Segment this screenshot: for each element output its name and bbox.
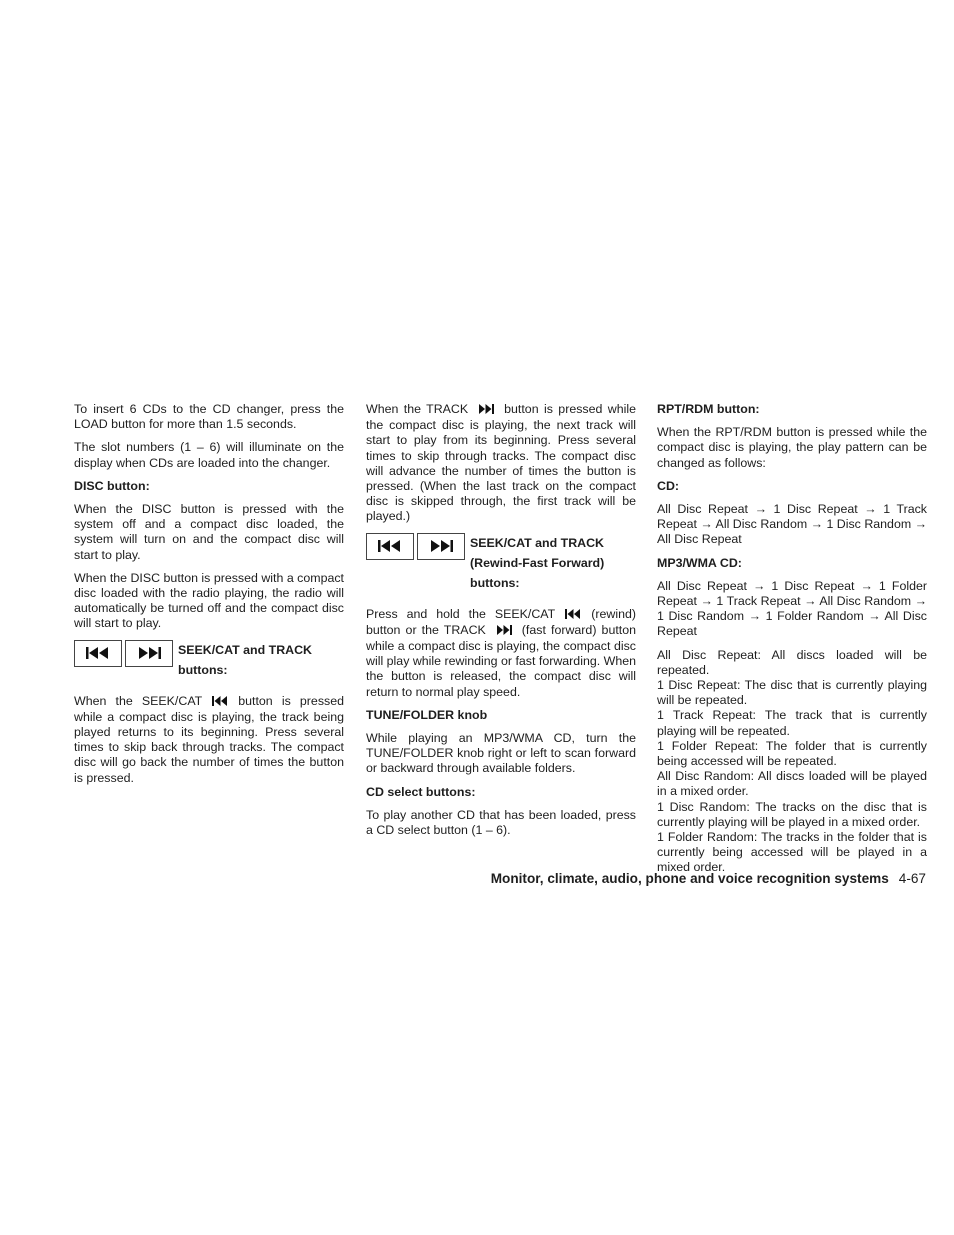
section-title: Monitor, climate, audio, phone and voice recognition systems: [490, 871, 889, 886]
definition-all-disc-random: All Disc Random: All discs loaded will be played in a mixed order.: [657, 769, 927, 799]
seek-back-button-illustration: [74, 640, 122, 667]
skip-forward-icon: [478, 404, 494, 414]
column-2: [366, 402, 636, 846]
skip-forward-icon: [136, 647, 162, 659]
paragraph-rpt-rdm: When the RPT/RDM button is pressed while the compact disc is playing, the play pattern can be changed as follows:: [657, 425, 927, 470]
heading-rpt-rdm: RPT/RDM button:: [657, 402, 760, 416]
paragraph-cd-select: To play another CD that has been loaded, press a CD select button (1 – 6).: [366, 807, 636, 838]
page-number: 4-67: [898, 871, 926, 886]
paragraph-disc-system-off: When the DISC button is pressed with the system off and a compact disc loaded, the system will turn on and the compact disc will start to play.: [74, 502, 344, 562]
rewind-button-illustration: [366, 533, 414, 560]
fast-forward-button-illustration: [417, 533, 465, 560]
definition-1-folder-repeat: 1 Folder Repeat: The folder that is currently being accessed will be repeated.: [657, 738, 927, 769]
paragraph-track-button: When the TRACK button is pressed while the compact disc is playing, the next track will start to play from its beginning. Press several times to skip through tracks. The compact disc will advance the number of times the button is pressed. (When the last track on the compact disc is skipped through, the first track will be played.): [366, 402, 637, 524]
definition-1-disc-random: 1 Disc Random: The tracks on the disc that is currently playing will be played in a mixed order.: [657, 799, 927, 829]
definition-1-disc-repeat: 1 Disc Repeat: The disc that is currently playing will be repeated.: [657, 678, 927, 708]
seek-track-buttons-heading: SEEK/CAT and TRACK buttons:: [178, 642, 313, 677]
skip-forward-icon: [428, 540, 454, 552]
paragraph-insert-cds: To insert 6 CDs to the CD changer, press the LOAD button for more than 1.5 seconds.: [74, 402, 344, 432]
paragraph-seek-cat: When the SEEK/CAT button is pressed while a compact disc is playing, the track being played returns to its beginning. Press several times to skip back through tracks. The compact disc will go back the number of times the button is pressed.: [74, 693, 344, 785]
paragraph-slot-numbers: The slot numbers (1 – 6) will illuminate on the display when CDs are loaded into the changer.: [74, 440, 344, 470]
rewind-ff-button-figure: [366, 533, 636, 593]
skip-back-icon: [85, 647, 111, 659]
rewind-ff-buttons-heading: SEEK/CAT and TRACK (Rewind-Fast Forward) buttons:: [470, 535, 605, 590]
definition-1-folder-random: 1 Folder Random: The tracks in the folder that is currently being accessed will be played in a mixed order.: [657, 830, 927, 875]
page-footer: [491, 871, 926, 886]
skip-back-icon: [377, 540, 403, 552]
heading-tune-folder: TUNE/FOLDER knob: [366, 707, 488, 722]
heading-disc-button: DISC button:: [74, 478, 150, 493]
paragraph-cd-pattern: All Disc Repeat → 1 Disc Repeat → 1 Track Repeat → All Disc Random → 1 Disc Random → All Disc Repeat: [657, 502, 927, 547]
track-forward-button-illustration: [125, 640, 173, 667]
column-3: [657, 402, 927, 876]
heading-cd-select: CD select buttons:: [366, 784, 476, 799]
skip-back-icon: [212, 696, 228, 706]
seek-track-button-figure: [74, 640, 344, 680]
heading-cd-pattern: CD:: [657, 478, 680, 493]
heading-mp3-pattern: MP3/WMA CD:: [657, 555, 742, 570]
definition-1-track-repeat: 1 Track Repeat: The track that is currently playing will be repeated.: [657, 708, 927, 738]
column-1: [74, 402, 344, 794]
definition-all-disc-repeat: All Disc Repeat: All discs loaded will be repeated.: [657, 647, 927, 677]
paragraph-rewind-ff: Press and hold the SEEK/CAT (rewind) button or the TRACK (fast forward) button while a compact disc is playing, the compact disc will play while rewinding or fast forwarding. When the button is released, the compact disc will return to normal play speed.: [366, 606, 637, 699]
paragraph-tune-folder: While playing an MP3/WMA CD, turn the TUNE/FOLDER knob right or left to scan forward or backward through available folders.: [366, 731, 636, 776]
skip-back-icon: [565, 609, 581, 619]
paragraph-mp3-pattern: All Disc Repeat → 1 Disc Repeat → 1 Folder Repeat → 1 Track Repeat → All Disc Random → 1 Disc Random → 1 Folder Random → All Disc Repeat: [657, 578, 927, 639]
skip-forward-icon: [496, 625, 512, 635]
paragraph-disc-radio-playing: When the DISC button is pressed with a compact disc loaded with the radio playing, the radio will automatically be turned off and the compact disc will start to play.: [74, 570, 344, 631]
